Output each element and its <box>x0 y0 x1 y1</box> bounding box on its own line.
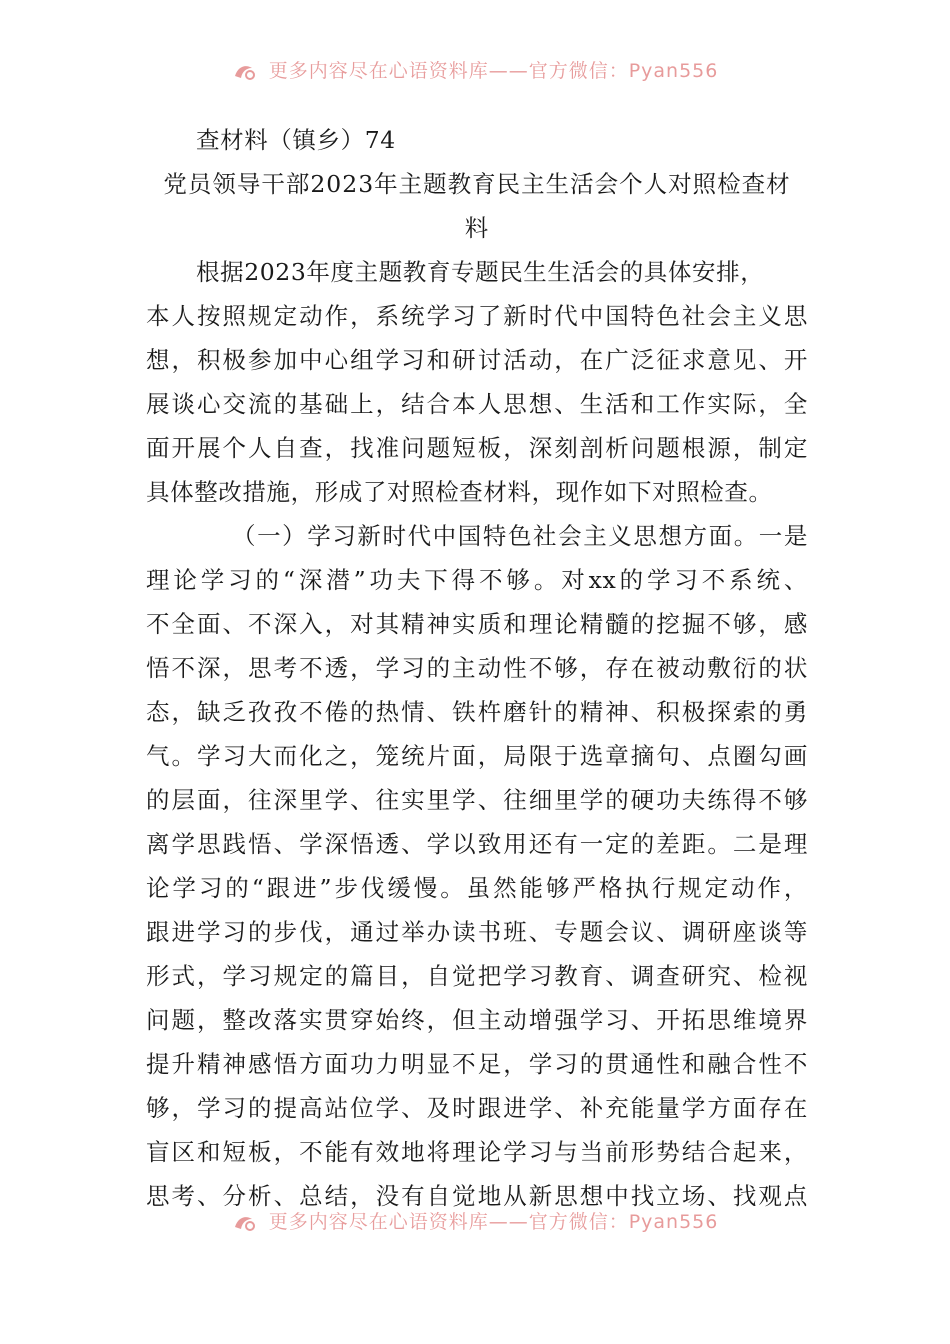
intro-line: 想，积极参加中心组学习和研讨活动，在广泛征求意见、开 <box>146 346 808 374</box>
section-line: 离学思践悟、学深悟透、学以致用还有一定的差距。二是理 <box>146 830 808 858</box>
section-line: 的层面，往深里学、往实里学、往细里学的硬功夫练得不够 <box>146 786 808 814</box>
watermark-logo-icon <box>232 62 258 82</box>
section-line: 态，缺乏孜孜不倦的热情、铁杵磨针的精神、积极探索的勇 <box>146 698 808 726</box>
intro-line: 面开展个人自查，找准问题短板，深刻剖析问题根源，制定 <box>146 434 808 462</box>
watermark-text: 更多内容尽在心语资料库——官方微信：Pyan556 <box>268 60 719 82</box>
section-line: 气。学习大而化之，笼统片面，局限于选章摘句、点圈勾画 <box>146 742 808 770</box>
document-body <box>146 118 808 1218</box>
watermark-logo-icon <box>232 1213 258 1233</box>
intro-line: 根据2023年度主题教育专题民生生活会的具体安排， <box>196 258 765 286</box>
section-line: 问题，整改落实贯穿始终，但主动增强学习、开拓思维境界 <box>146 1006 808 1034</box>
section-line: 够，学习的提高站位学、及时跟进学、补充能量学方面存在 <box>146 1094 808 1122</box>
section-line: 悟不深，思考不透，学习的主动性不够，存在被动敷衍的状 <box>146 654 808 682</box>
section-line: 跟进学习的步伐，通过举办读书班、专题会议、调研座谈等 <box>146 918 808 946</box>
section-line: 形式，学习规定的篇目，自觉把学习教育、调查研究、检视 <box>146 962 808 990</box>
intro-line: 展谈心交流的基础上，结合本人思想、生活和工作实际，全 <box>146 390 808 418</box>
section-line: 论学习的“跟进”步伐缓慢。虽然能够严格执行规定动作， <box>146 874 808 902</box>
section-line: （一）学习新时代中国特色社会主义思想方面。一是 <box>232 522 808 550</box>
watermark-bottom <box>0 1207 950 1237</box>
intro-line: 本人按照规定动作，系统学习了新时代中国特色社会主义思 <box>146 302 808 330</box>
section-line: 思考、分析、总结，没有自觉地从新思想中找立场、找观点 <box>146 1182 808 1210</box>
section-line: 理论学习的“深潜”功夫下得不够。对xx的学习不系统、 <box>146 566 808 594</box>
watermark-text: 更多内容尽在心语资料库——官方微信：Pyan556 <box>268 1211 719 1233</box>
intro-line: 具体整改措施，形成了对照检查材料，现作如下对照检查。 <box>146 478 773 506</box>
doc-heading: 查材料（镇乡）74 <box>196 126 396 154</box>
section-line: 盲区和短板，不能有效地将理论学习与当前形势结合起来， <box>146 1138 808 1166</box>
section-line: 不全面、不深入，对其精神实质和理论精髓的挖掘不够，感 <box>146 610 808 638</box>
section-line: 提升精神感悟方面功力明显不足，学习的贯通性和融合性不 <box>146 1050 808 1078</box>
doc-title-line-1: 党员领导干部2023年主题教育民主生活会个人对照检查材 <box>163 170 791 198</box>
doc-title-line-2: 料 <box>464 214 490 242</box>
watermark-top <box>0 56 950 86</box>
